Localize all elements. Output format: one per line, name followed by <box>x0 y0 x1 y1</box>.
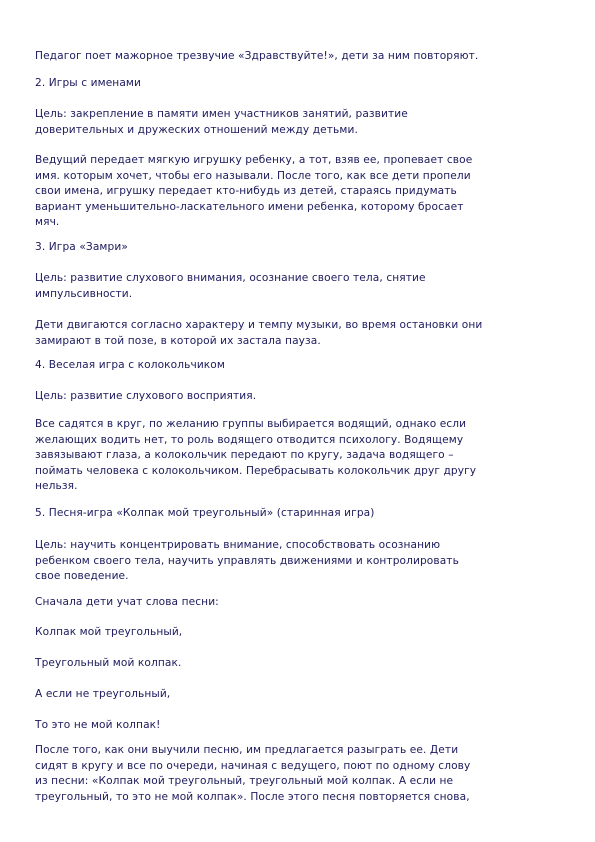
goal-paragraph-3: Цель: развитие слухового внимания, осознание своего тела, снятие импульсивности. <box>35 272 426 300</box>
song-intro-paragraph: Сначала дети учат слова песни: <box>35 596 219 608</box>
song-line-2: Треугольный мой колпак. <box>35 657 182 669</box>
song-line-4: То это не мой колпак! <box>35 719 161 731</box>
body-paragraph-3: Дети двигаются согласно характеру и темпу музыки, во время остановки они замирают в той позе, в которой их застала пауза. <box>35 319 483 347</box>
section-heading-3: 3. Игра «Замри» <box>35 241 128 253</box>
goal-paragraph-2: Цель: закрепление в памяти имен участников занятий, развитие доверительных и дружеских отношений между детьми. <box>35 108 408 136</box>
section-heading-5: 5. Песня-игра «Колпак мой треугольный» (старинная игра) <box>35 507 375 519</box>
body-paragraph-2: Ведущий передает мягкую игрушку ребенку, а тот, взяв ее, пропевает свое имя. которым хочет, чтобы его называли. После того, как все дети пропели свои имена, игрушку передает кто-нибудь из детей, стараясь придумать вариант уменьшительно-ласкательного имени ребенка, которому бросает мяч. <box>35 154 473 228</box>
goal-paragraph-5: Цель: научить концентрировать внимание, способствовать осознанию ребенком своего тела, научить управлять движениями и контролировать свое поведение. <box>35 539 459 582</box>
song-line-3: А если не треугольный, <box>35 688 171 700</box>
section-heading-2: 2. Игры с именами <box>35 77 142 89</box>
intro-paragraph: Педагог поет мажорное трезвучие «Здравствуйте!», дети за ним повторяют. <box>35 50 479 62</box>
body-paragraph-4: Все садятся в круг, по желанию группы выбирается водящий, однако если желающих водить нет, то роль водящего отводится психологу. Водящему завязывают глаза, а колокольчик передают по кругу, задача водящего – поймать человека с колокольчиком. Перебрасывать колокольчик друг другу нельзя. <box>35 418 477 492</box>
section-heading-4: 4. Веселая игра с колокольчиком <box>35 359 225 371</box>
song-line-1: Колпак мой треугольный, <box>35 626 183 638</box>
body-paragraph-5: После того, как они выучили песню, им предлагается разыграть ее. Дети сидят в кругу и все по очереди, начиная с ведущего, поют по одному слову из песни: «Колпак мой треугольный, треугольный мой колпак. А если не треугольный, то это не мой колпак». После этого песня повторяется снова, <box>35 744 471 803</box>
goal-paragraph-4: Цель: развитие слухового восприятия. <box>35 390 257 402</box>
